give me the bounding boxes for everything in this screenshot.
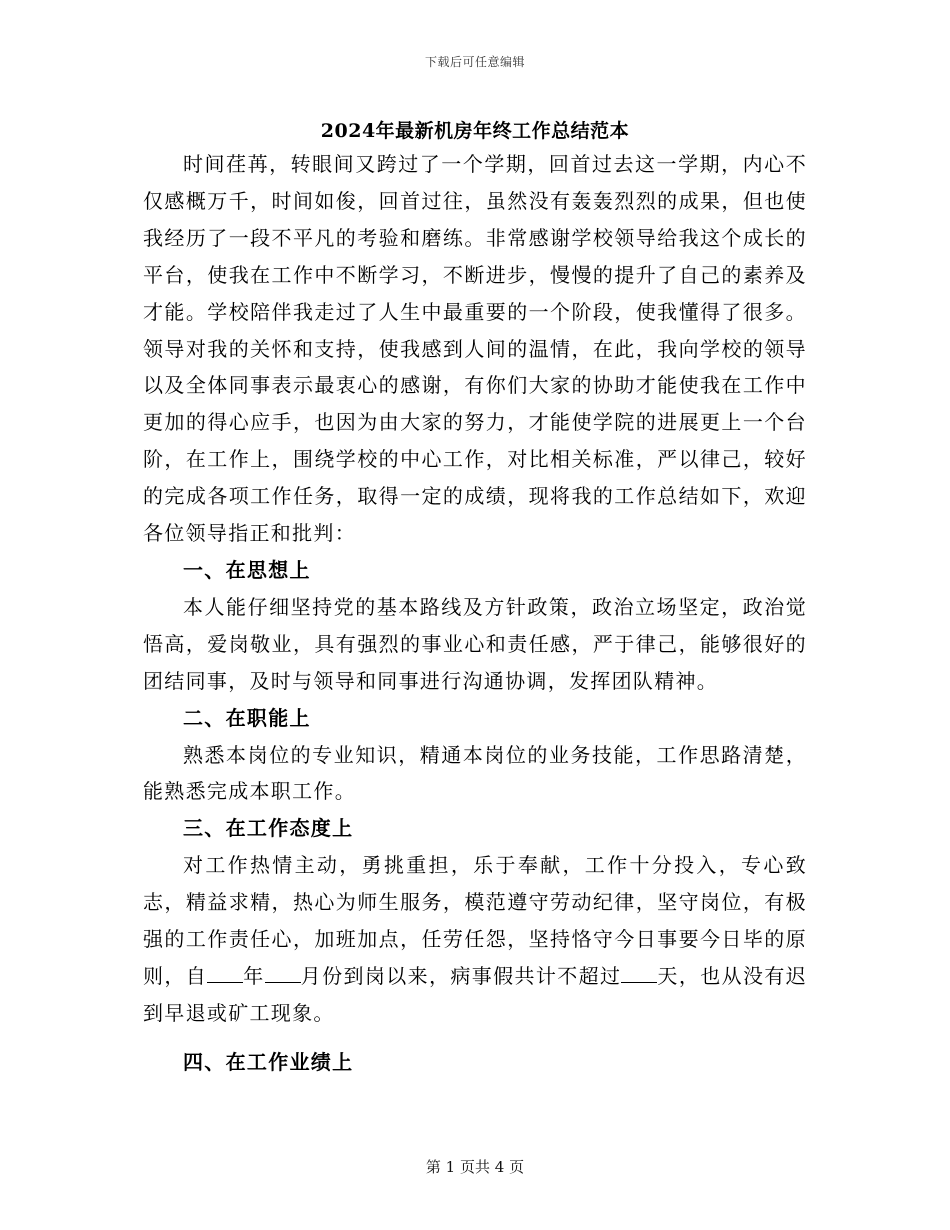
blank-days: [621, 962, 657, 983]
section-text-function: 熟悉本岗位的专业知识，精通本岗位的业务技能，工作思路清楚，能熟悉完成本职工作。: [143, 742, 807, 804]
attitude-text-start: 对工作热情主动，勇挑重担，乐于奉献，工作十分投入，专心致志，精益求精，热心为师生服务，模范遵守劳动纪律，坚守岗位，有极强的工作责任心，加班加点，任劳任怨，坚持恪守今日事要今日毕的原则，自: [143, 853, 807, 988]
document-title: 2024年最新机房年终工作总结范本: [320, 120, 630, 142]
section-text-ideology: 本人能仔细坚持党的基本路线及方针政策，政治立场坚定，政治觉悟高，爱岗敬业，具有强烈的事业心和责任感，严于律己，能够很好的团结同事，及时与领导和同事进行沟通协调，发挥团队精神。: [143, 594, 807, 693]
attitude-text-end: 天，也从没有迟到早退或矿工现象。: [143, 963, 808, 1025]
section-heading-performance: 四、在工作业绩上: [183, 1049, 354, 1074]
section-heading-attitude: 三、在工作态度上: [183, 816, 354, 841]
attitude-text-year: 年: [243, 963, 265, 988]
header-note: 下载后可任意编辑: [424, 55, 525, 69]
section-text-attitude: [143, 847, 807, 1032]
section-heading-ideology: 一、在思想上: [183, 557, 311, 582]
document-body: [143, 146, 807, 1081]
section-heading-function: 二、在职能上: [183, 705, 311, 730]
page-number: 第 1 页共 4 页: [425, 1158, 525, 1176]
blank-year: [207, 962, 243, 983]
intro-paragraph: 时间荏苒，转眼间又跨过了一个学期，回首过去这一学期，内心不仅感概万千，时间如俊，回首过往，虽然没有轰轰烈烈的成果，但也使我经历了一段不平凡的考验和磨练。非常感谢学校领导给我这个成长的平台，使我在工作中不断学习，不断进步，慢慢的提升了自己的素养及才能。学校陪伴我走过了人生中最重要的一个阶段，使我懂得了很多。领导对我的关怀和支持，使我感到人间的温情，在此，我向学校的领导以及全体同事表示最衷心的感谢，有你们大家的协助才能使我在工作中更加的得心应手，也因为由大家的努力，才能使学院的进展更上一个台阶，在工作上，围绕学校的中心工作，对比相关标准，严以律己，较好的完成各项工作任务，取得一定的成绩，现将我的工作总结如下，欢迎各位领导指正和批判：: [143, 152, 807, 546]
attitude-text-month: 月份到岗以来，病事假共计不超过: [300, 963, 622, 988]
blank-month: [265, 962, 301, 983]
